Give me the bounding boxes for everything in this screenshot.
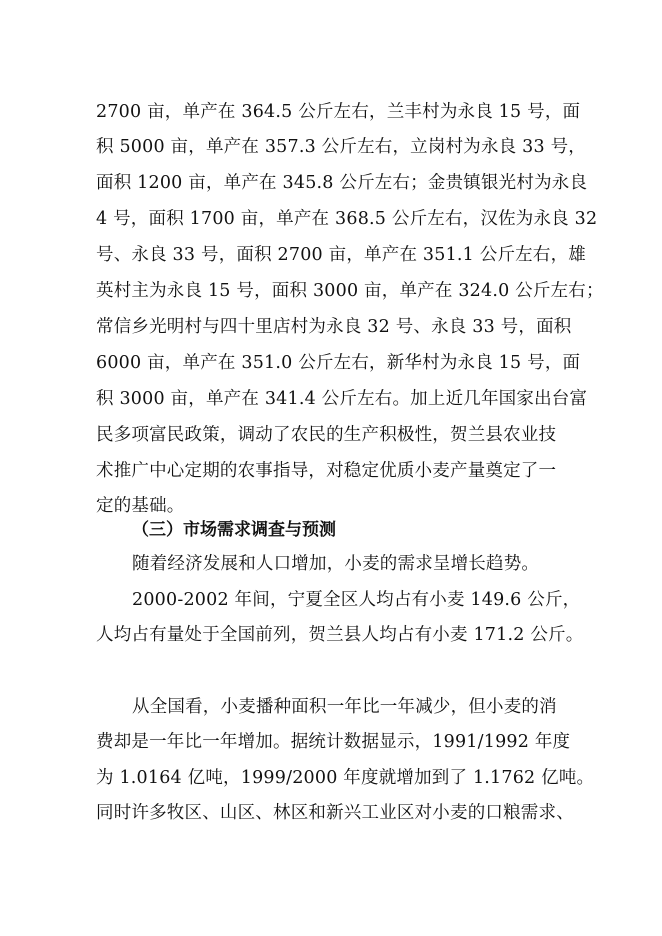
paragraph3-line-1: 2000-2002 年间，宁夏全区人均占有小麦 149.6 公斤， [132, 590, 581, 610]
paragraph1-line-12: 定的基础。 [96, 496, 185, 516]
paragraph1-line-9: 积 3000 亩，单产在 341.4 公斤左右。加上近几年国家出台富 [96, 389, 588, 409]
paragraph1-line-7: 常信乡光明村与四十里店村为永良 32 号、永良 33 号，面积 [96, 317, 572, 337]
paragraph2-line-1: 随着经济发展和人口增加，小麦的需求呈增长趋势。 [132, 554, 540, 574]
paragraph1-line-4: 4 号，面积 1700 亩，单产在 368.5 公斤左右，汉佐为永良 32 [96, 209, 598, 229]
paragraph1-line-3: 面积 1200 亩，单产在 345.8 公斤左右；金贵镇银光村为永良 [96, 173, 588, 193]
paragraph1-line-6: 英村主为永良 15 号，面积 3000 亩，单产在 324.0 公斤左右； [96, 281, 604, 301]
paragraph1-line-1: 2700 亩，单产在 364.5 公斤左右，兰丰村为永良 15 号，面 [96, 102, 581, 122]
paragraph1-line-10: 民多项富民政策，调动了农民的生产积极性，贺兰县农业技 [96, 425, 557, 445]
paragraph1-line-2: 积 5000 亩，单产在 357.3 公斤左右，立岗村为永良 33 号， [96, 137, 586, 157]
paragraph3-line-2: 人均占有量处于全国前列，贺兰县人均占有小麦 171.2 公斤。 [96, 625, 584, 645]
paragraph4-line-2: 费却是一年比一年增加。据统计数据显示，1991/1992 年度 [96, 732, 571, 752]
paragraph1-line-5: 号、永良 33 号，面积 2700 亩，单产在 351.1 公斤左右，雄 [96, 245, 586, 265]
paragraph4-line-3: 为 1.0164 亿吨，1999/2000 年度就增加到了 1.1762 亿吨。 [96, 768, 595, 788]
paragraph1-line-11: 术推广中心定期的农事指导，对稳定优质小麦产量奠定了一 [96, 461, 557, 481]
section-heading: （三）市场需求调查与预测 [132, 520, 336, 540]
paragraph4-line-4: 同时许多牧区、山区、林区和新兴工业区对小麦的口粮需求、 [96, 803, 574, 823]
paragraph1-line-8: 6000 亩，单产在 351.0 公斤左右，新华村为永良 15 号，面 [96, 353, 581, 373]
paragraph4-line-1: 从全国看，小麦播种面积一年比一年减少，但小麦的消 [132, 697, 557, 717]
